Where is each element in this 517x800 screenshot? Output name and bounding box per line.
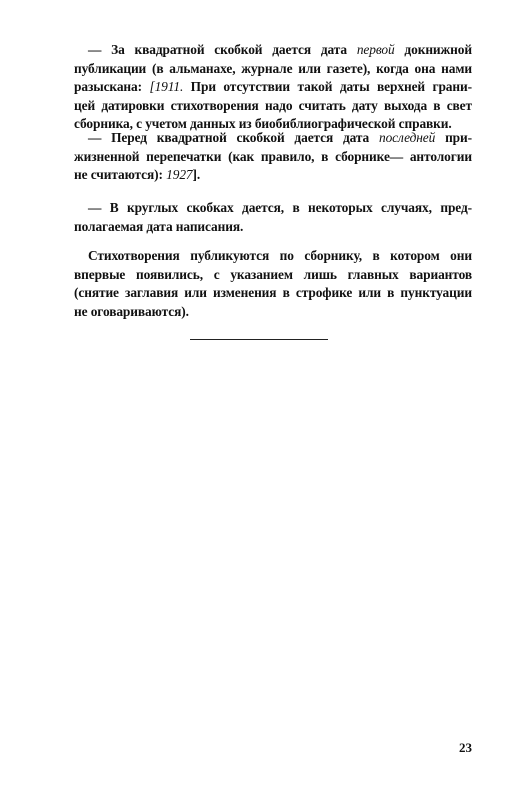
text-line: цей датировки стихотворения надо считать дату выхода в свет (74, 97, 472, 113)
text-line: Стихотворения публикуются по сборнику, в котором они (88, 248, 472, 263)
section-divider (190, 339, 328, 340)
text-line: (снятие заглавия или изменения в строфике или в пунктуации (74, 285, 472, 301)
text-line: публикации (в альманахе, журнале или газете), когда она нами (74, 60, 472, 76)
text-line: разыскана: [1911. При отсутствии такой даты верхней грани- (74, 79, 472, 95)
text-line: — В круглых скобках дается, в некоторых случаях, пред- (88, 200, 472, 215)
text-line: сборника, с учетом данных из биобиблиографической справки. (74, 116, 452, 132)
text-line: полагаемая дата написания. (74, 218, 244, 234)
paragraph-first-publication-date (74, 41, 472, 134)
text-line: — Перед квадратной скобкой дается дата последней при- (88, 130, 473, 145)
page-number: 23 (459, 740, 472, 755)
text-line: не оговариваются). (74, 303, 189, 319)
paragraph-round-brackets (74, 199, 472, 236)
text-line: — За квадратной скобкой дается дата первой докнижной (88, 42, 472, 57)
text-line: жизненной перепечатки (как правило, в сборнике— антологии (74, 148, 472, 164)
paragraph-last-reprint-date (74, 129, 472, 185)
text-line: не считаются): 1927]. (74, 167, 201, 183)
text-line: впервые появились, с указанием лишь главных вариантов (74, 266, 472, 282)
paragraph-publication-source (74, 247, 472, 321)
